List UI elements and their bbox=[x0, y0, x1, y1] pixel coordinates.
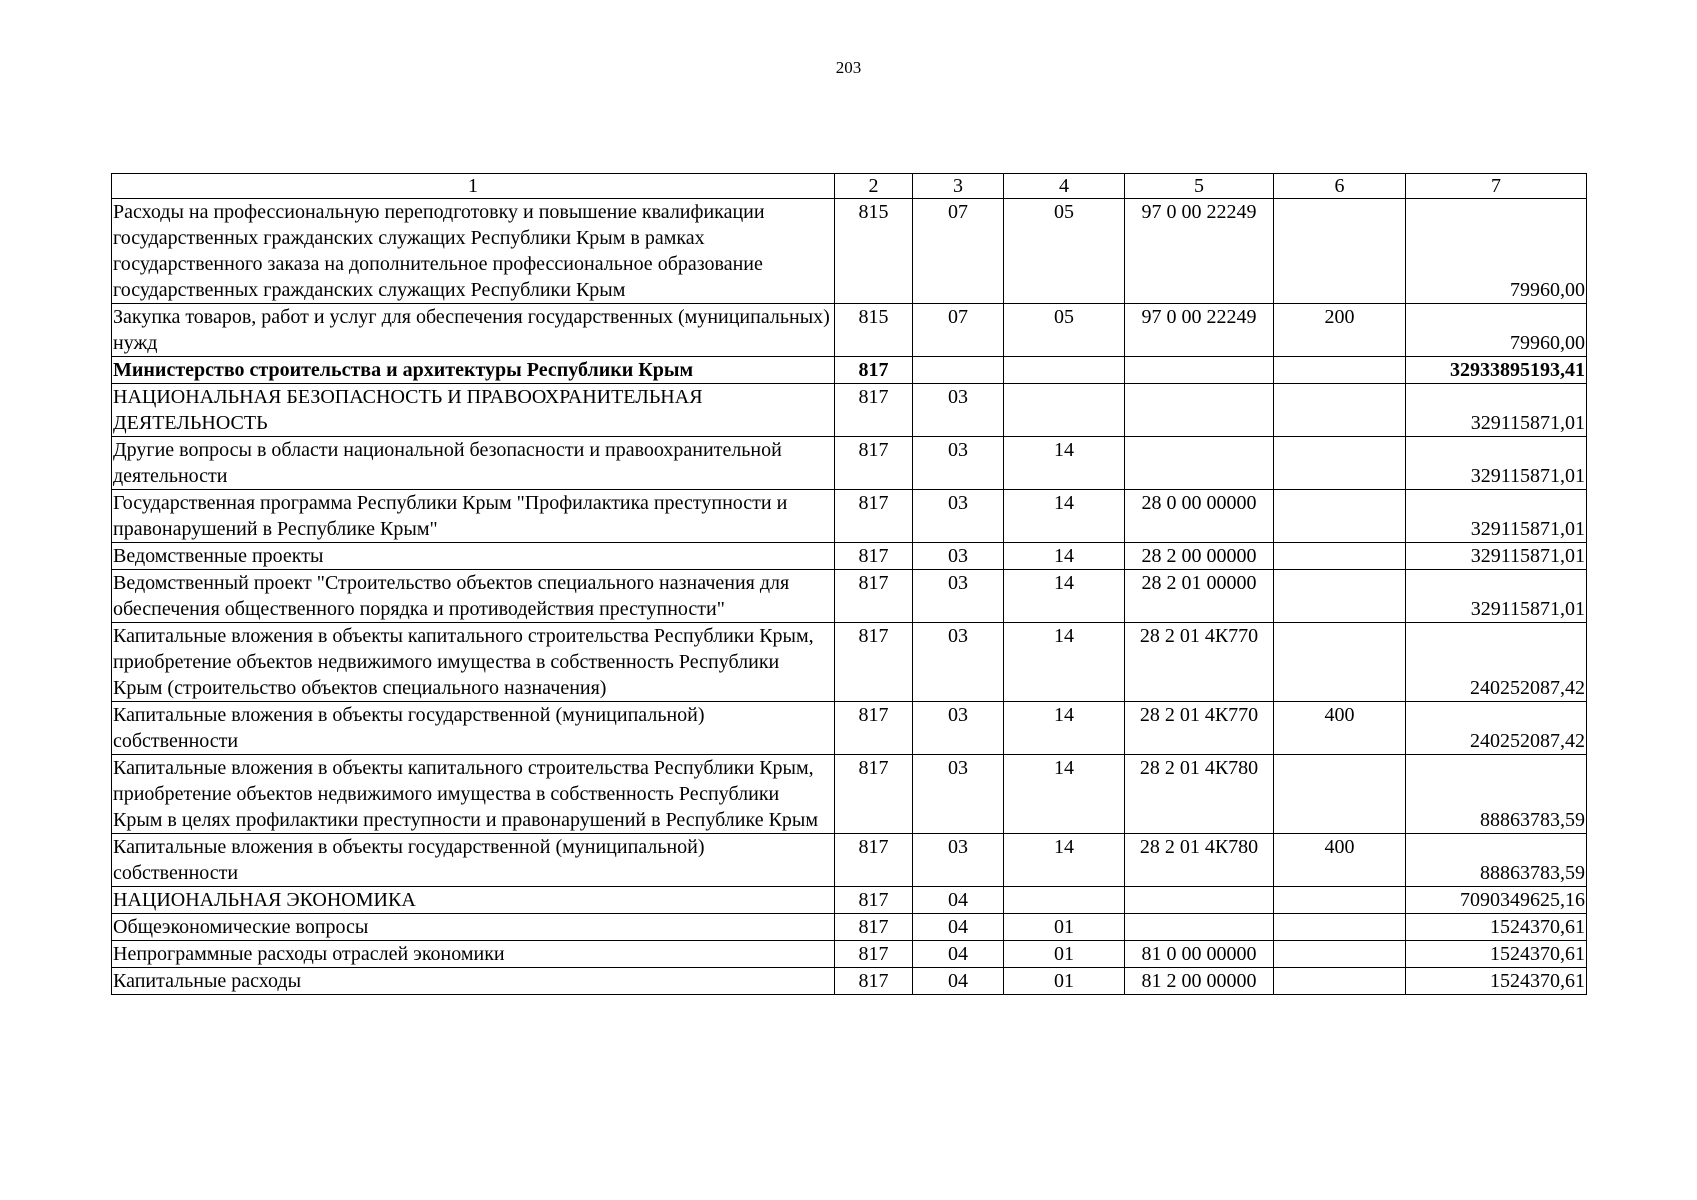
row-subsection-cell: 14 bbox=[1004, 623, 1125, 702]
table-row bbox=[112, 357, 1587, 384]
row-name-cell: Государственная программа Республики Крым "Профилактика преступности и правонарушений в Республике Крым" bbox=[112, 490, 835, 543]
column-header: 3 bbox=[913, 174, 1004, 199]
row-name-cell: Капитальные расходы bbox=[112, 968, 835, 995]
row-sum-cell: 1524370,61 bbox=[1406, 968, 1587, 995]
row-grbs-cell: 817 bbox=[835, 623, 913, 702]
row-grbs-cell: 815 bbox=[835, 199, 913, 304]
row-grbs-cell: 817 bbox=[835, 941, 913, 968]
table-row bbox=[112, 887, 1587, 914]
row-subsection-cell bbox=[1004, 887, 1125, 914]
row-name-cell: Ведомственный проект "Строительство объектов специального назначения для обеспечения общественного порядка и противодействия преступности" bbox=[112, 570, 835, 623]
table-row bbox=[112, 623, 1587, 702]
row-name-cell: Общеэкономические вопросы bbox=[112, 914, 835, 941]
row-sum-cell: 88863783,59 bbox=[1406, 834, 1587, 887]
row-subsection-cell bbox=[1004, 384, 1125, 437]
row-expense-type-cell bbox=[1274, 199, 1406, 304]
row-grbs-cell: 817 bbox=[835, 702, 913, 755]
row-expense-type-cell bbox=[1274, 543, 1406, 570]
table-row bbox=[112, 490, 1587, 543]
row-subsection-cell: 01 bbox=[1004, 914, 1125, 941]
table-row bbox=[112, 304, 1587, 357]
table-row bbox=[112, 570, 1587, 623]
budget-table bbox=[111, 173, 1587, 995]
row-target-article-cell: 28 2 01 00000 bbox=[1125, 570, 1274, 623]
row-section-cell: 03 bbox=[913, 570, 1004, 623]
row-target-article-cell: 81 0 00 00000 bbox=[1125, 941, 1274, 968]
row-target-article-cell: 97 0 00 22249 bbox=[1125, 304, 1274, 357]
table-row bbox=[112, 914, 1587, 941]
row-expense-type-cell bbox=[1274, 570, 1406, 623]
row-name-cell: Непрограммные расходы отраслей экономики bbox=[112, 941, 835, 968]
table-row bbox=[112, 702, 1587, 755]
table-body bbox=[112, 174, 1587, 995]
row-subsection-cell: 14 bbox=[1004, 755, 1125, 834]
row-expense-type-cell bbox=[1274, 490, 1406, 543]
row-section-cell: 03 bbox=[913, 437, 1004, 490]
row-section-cell: 04 bbox=[913, 887, 1004, 914]
row-section-cell: 03 bbox=[913, 384, 1004, 437]
row-subsection-cell: 14 bbox=[1004, 543, 1125, 570]
row-name-cell: Капитальные вложения в объекты капитального строительства Республики Крым, приобретение объектов недвижимого имущества в собственность Республики Крым в целях профилактики преступности и правонарушений в Республике Крым bbox=[112, 755, 835, 834]
row-subsection-cell bbox=[1004, 357, 1125, 384]
row-expense-type-cell: 400 bbox=[1274, 834, 1406, 887]
row-target-article-cell: 28 2 01 4К770 bbox=[1125, 623, 1274, 702]
row-section-cell: 07 bbox=[913, 304, 1004, 357]
row-target-article-cell: 97 0 00 22249 bbox=[1125, 199, 1274, 304]
row-target-article-cell: 28 0 00 00000 bbox=[1125, 490, 1274, 543]
page-number: 203 bbox=[835, 58, 862, 77]
row-subsection-cell: 14 bbox=[1004, 437, 1125, 490]
row-target-article-cell bbox=[1125, 357, 1274, 384]
row-grbs-cell: 817 bbox=[835, 543, 913, 570]
row-sum-cell: 329115871,01 bbox=[1406, 570, 1587, 623]
row-grbs-cell: 817 bbox=[835, 834, 913, 887]
row-expense-type-cell bbox=[1274, 755, 1406, 834]
row-target-article-cell bbox=[1125, 887, 1274, 914]
row-expense-type-cell bbox=[1274, 968, 1406, 995]
row-sum-cell: 7090349625,16 bbox=[1406, 887, 1587, 914]
row-sum-cell: 1524370,61 bbox=[1406, 914, 1587, 941]
table-row bbox=[112, 941, 1587, 968]
row-grbs-cell: 817 bbox=[835, 887, 913, 914]
row-target-article-cell: 28 2 01 4К770 bbox=[1125, 702, 1274, 755]
table-row bbox=[112, 384, 1587, 437]
row-section-cell: 03 bbox=[913, 623, 1004, 702]
table-header-row bbox=[112, 174, 1587, 199]
row-name-cell: Министерство строительства и архитектуры Республики Крым bbox=[112, 357, 835, 384]
table-row bbox=[112, 968, 1587, 995]
row-name-cell: Ведомственные проекты bbox=[112, 543, 835, 570]
column-header: 7 bbox=[1406, 174, 1587, 199]
column-header: 2 bbox=[835, 174, 913, 199]
row-sum-cell: 79960,00 bbox=[1406, 199, 1587, 304]
row-section-cell: 03 bbox=[913, 490, 1004, 543]
row-target-article-cell bbox=[1125, 384, 1274, 437]
table-row bbox=[112, 543, 1587, 570]
row-sum-cell: 32933895193,41 bbox=[1406, 357, 1587, 384]
row-grbs-cell: 817 bbox=[835, 755, 913, 834]
row-subsection-cell: 05 bbox=[1004, 199, 1125, 304]
row-section-cell: 03 bbox=[913, 702, 1004, 755]
column-header: 1 bbox=[112, 174, 835, 199]
row-sum-cell: 329115871,01 bbox=[1406, 384, 1587, 437]
row-section-cell: 03 bbox=[913, 543, 1004, 570]
row-target-article-cell: 28 2 01 4К780 bbox=[1125, 834, 1274, 887]
row-grbs-cell: 817 bbox=[835, 490, 913, 543]
row-section-cell bbox=[913, 357, 1004, 384]
row-expense-type-cell bbox=[1274, 437, 1406, 490]
row-subsection-cell: 14 bbox=[1004, 702, 1125, 755]
column-header: 4 bbox=[1004, 174, 1125, 199]
row-section-cell: 07 bbox=[913, 199, 1004, 304]
row-target-article-cell: 81 2 00 00000 bbox=[1125, 968, 1274, 995]
row-name-cell: Расходы на профессиональную переподготовку и повышение квалификации государственных гражданских служащих Республики Крым в рамках государственного заказа на дополнительное профессиональное образование государственных гражданских служащих Республики Крым bbox=[112, 199, 835, 304]
row-grbs-cell: 817 bbox=[835, 914, 913, 941]
row-name-cell: Капитальные вложения в объекты государственной (муниципальной) собственности bbox=[112, 702, 835, 755]
row-grbs-cell: 817 bbox=[835, 384, 913, 437]
row-section-cell: 03 bbox=[913, 755, 1004, 834]
row-expense-type-cell bbox=[1274, 623, 1406, 702]
row-section-cell: 04 bbox=[913, 914, 1004, 941]
row-name-cell: Капитальные вложения в объекты капитального строительства Республики Крым, приобретение объектов недвижимого имущества в собственность Республики Крым (строительство объектов специального назначения) bbox=[112, 623, 835, 702]
row-target-article-cell bbox=[1125, 914, 1274, 941]
column-header: 6 bbox=[1274, 174, 1406, 199]
column-header: 5 bbox=[1125, 174, 1274, 199]
row-subsection-cell: 01 bbox=[1004, 941, 1125, 968]
row-section-cell: 04 bbox=[913, 968, 1004, 995]
row-sum-cell: 329115871,01 bbox=[1406, 543, 1587, 570]
row-subsection-cell: 14 bbox=[1004, 490, 1125, 543]
row-expense-type-cell bbox=[1274, 887, 1406, 914]
row-sum-cell: 329115871,01 bbox=[1406, 437, 1587, 490]
row-name-cell: Капитальные вложения в объекты государственной (муниципальной) собственности bbox=[112, 834, 835, 887]
row-sum-cell: 1524370,61 bbox=[1406, 941, 1587, 968]
row-sum-cell: 79960,00 bbox=[1406, 304, 1587, 357]
row-sum-cell: 240252087,42 bbox=[1406, 623, 1587, 702]
row-expense-type-cell bbox=[1274, 384, 1406, 437]
row-grbs-cell: 815 bbox=[835, 304, 913, 357]
row-expense-type-cell bbox=[1274, 914, 1406, 941]
row-subsection-cell: 14 bbox=[1004, 834, 1125, 887]
table-row bbox=[112, 755, 1587, 834]
row-subsection-cell: 05 bbox=[1004, 304, 1125, 357]
row-sum-cell: 88863783,59 bbox=[1406, 755, 1587, 834]
row-grbs-cell: 817 bbox=[835, 968, 913, 995]
row-target-article-cell: 28 2 01 4К780 bbox=[1125, 755, 1274, 834]
row-section-cell: 03 bbox=[913, 834, 1004, 887]
row-grbs-cell: 817 bbox=[835, 357, 913, 384]
table-row bbox=[112, 199, 1587, 304]
table-row bbox=[112, 437, 1587, 490]
row-name-cell: НАЦИОНАЛЬНАЯ ЭКОНОМИКА bbox=[112, 887, 835, 914]
row-target-article-cell: 28 2 00 00000 bbox=[1125, 543, 1274, 570]
row-grbs-cell: 817 bbox=[835, 570, 913, 623]
row-grbs-cell: 817 bbox=[835, 437, 913, 490]
row-sum-cell: 329115871,01 bbox=[1406, 490, 1587, 543]
row-subsection-cell: 14 bbox=[1004, 570, 1125, 623]
row-target-article-cell bbox=[1125, 437, 1274, 490]
row-expense-type-cell bbox=[1274, 357, 1406, 384]
row-name-cell: Другие вопросы в области национальной безопасности и правоохранительной деятельности bbox=[112, 437, 835, 490]
row-section-cell: 04 bbox=[913, 941, 1004, 968]
row-name-cell: Закупка товаров, работ и услуг для обеспечения государственных (муниципальных) нужд bbox=[112, 304, 835, 357]
row-subsection-cell: 01 bbox=[1004, 968, 1125, 995]
row-name-cell: НАЦИОНАЛЬНАЯ БЕЗОПАСНОСТЬ И ПРАВООХРАНИТЕЛЬНАЯ ДЕЯТЕЛЬНОСТЬ bbox=[112, 384, 835, 437]
row-sum-cell: 240252087,42 bbox=[1406, 702, 1587, 755]
table-row bbox=[112, 834, 1587, 887]
row-expense-type-cell: 400 bbox=[1274, 702, 1406, 755]
row-expense-type-cell bbox=[1274, 941, 1406, 968]
row-expense-type-cell: 200 bbox=[1274, 304, 1406, 357]
